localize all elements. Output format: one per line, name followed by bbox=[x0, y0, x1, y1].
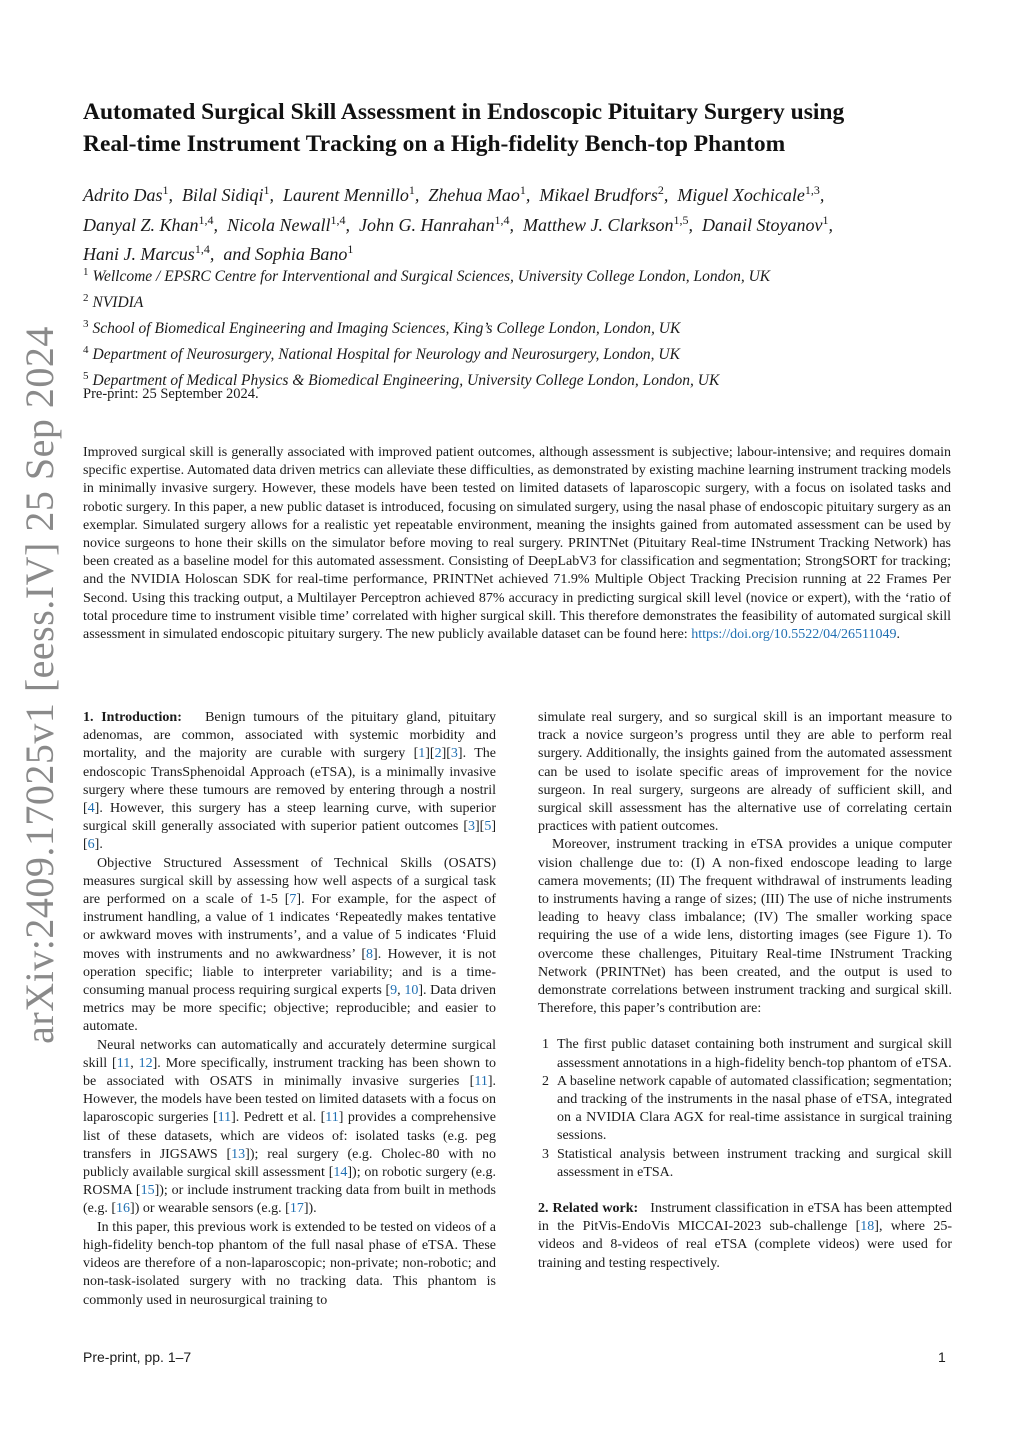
text-run: , bbox=[397, 983, 405, 999]
contribution-text: A baseline network capable of automated classification; segmentation; and tracking of the instruments in the nasal phase of eTSA, integrated on a NVIDIA Clara AGX for real-time assistance in surgical training sessions. bbox=[557, 1073, 952, 1144]
author-separator: , bbox=[213, 214, 219, 235]
affiliation-list bbox=[83, 262, 958, 392]
contribution-number: 2 bbox=[542, 1073, 549, 1089]
text-run: ][ bbox=[475, 819, 485, 835]
title-line-1: Automated Surgical Skill Assessment in Endoscopic Pituitary Surgery using bbox=[83, 99, 845, 125]
author-name: Laurent Mennillo bbox=[283, 185, 409, 205]
contribution-text: The first public dataset containing both instrument and surgical skill assessment annotations in a high-fidelity bench-top phantom of eTSA. bbox=[557, 1037, 952, 1071]
text-run: ]. For example, for the aspect of instrument handling, a value of 1 indicates ‘Repeatedly makes tentative or awkward moves with instruments’, and a value of 5 indicates ‘Fluid moves with instruments and no awkwardness’ [ bbox=[83, 892, 496, 962]
author-name: and Sophia Bano bbox=[223, 244, 348, 264]
text-run: ]. bbox=[94, 837, 103, 853]
text-run: ]. The endoscopic TransSphenoidal Approach (eTSA), is a minimally invasive surgery where these tumours are removed by entering through a nostril [ bbox=[83, 746, 496, 817]
right-paragraph-1: simulate real surgery, and so surgical skill is an important measure to track a novice surgeon’s progress until they are able to perform real surgery. Additionally, the insights gained from the automated assessment can be used to isolate specific areas of improvement for the novice surgeon. In real surgery, surgeons are already of sufficient skill, and surgical skill assessment has the alternative use of correlating certain practices with patient outcomes. bbox=[538, 710, 952, 835]
related-work-paragraph bbox=[538, 1200, 952, 1273]
citation-link[interactable]: 11 bbox=[116, 1055, 131, 1071]
author-name: Miguel Xochicale bbox=[677, 185, 805, 205]
affiliation-text: Wellcome / EPSRC Centre for Interventional and Surgical Sciences, University College London, London, UK bbox=[92, 268, 771, 286]
author-separator: , bbox=[269, 185, 275, 205]
author-name: Danyal Z. Khan bbox=[83, 214, 199, 235]
citation-link[interactable]: 1 bbox=[418, 746, 426, 762]
footer-left: Pre-print, pp. 1–7 bbox=[83, 1349, 192, 1365]
text-run: , bbox=[130, 1055, 139, 1071]
dataset-link[interactable]: https://doi.org/10.5522/04/26511049 bbox=[691, 627, 897, 643]
affiliation-item bbox=[83, 314, 958, 340]
author-name: Mikael Brudfors bbox=[539, 185, 658, 205]
text-run: ]. However, it is not operation specific; liable to interpreter variability; and is a time-consuming manual process requiring surgical experts [ bbox=[83, 946, 497, 999]
text-run: Instrument classification in eTSA has been attempted in the PitVis-EndoVis MICCAI-2023 sub-challenge [ bbox=[538, 1201, 953, 1235]
author-separator: , bbox=[209, 244, 215, 264]
author-name: Zhehua Mao bbox=[428, 185, 520, 205]
paper-title bbox=[83, 96, 953, 160]
text-run: ]); or include instrument tracking data from built in methods (e.g. [ bbox=[83, 1183, 496, 1217]
author-affiliation-mark: 1,4 bbox=[494, 212, 510, 227]
intro-heading: 1. Introduction: bbox=[83, 710, 182, 725]
citation-link[interactable]: 4 bbox=[87, 801, 95, 817]
citation-link[interactable]: 7 bbox=[289, 892, 297, 908]
citation-link[interactable]: 8 bbox=[366, 946, 374, 962]
page-number: 1 bbox=[938, 1349, 946, 1365]
author-affiliation-mark: 1 bbox=[822, 212, 829, 227]
citation-link[interactable]: 16 bbox=[116, 1201, 131, 1217]
author-affiliation-mark: 1,5 bbox=[673, 212, 689, 227]
author-name: Bilal Sidiqi bbox=[182, 185, 264, 205]
text-run: ]. Pedrett et al. [ bbox=[231, 1110, 326, 1126]
author-separator: , bbox=[345, 214, 351, 235]
author-affiliation-mark: 1 bbox=[519, 183, 526, 197]
affiliation-text: NVIDIA bbox=[92, 294, 144, 312]
affiliation-number: 3 bbox=[83, 317, 89, 330]
author-affiliation-mark: 1 bbox=[408, 183, 415, 197]
citation-link[interactable]: 6 bbox=[87, 837, 95, 853]
affiliation-text: Department of Medical Physics & Biomedical Engineering, University College London, London, UK bbox=[92, 371, 720, 389]
author-name: Matthew J. Clarkson bbox=[523, 214, 674, 235]
text-run: ]); on robotic surgery (e.g. ROSMA [ bbox=[83, 1165, 497, 1199]
citation-link[interactable]: 9 bbox=[390, 983, 398, 999]
intro-paragraph-4: In this paper, this previous work is extended to be tested on videos of a high-fidelity bench-top phantom of the full nasal phase of eTSA. These videos are therefore of a non-laparoscopic; non-private; non-robotic; and non-task-isolated surgery with no tracking data. This phantom is commonly used in neurosurgical training to bbox=[83, 1219, 496, 1308]
affiliation-text: School of Biomedical Engineering and Imaging Sciences, King’s College London, London, UK bbox=[92, 320, 681, 338]
abstract-end: . bbox=[896, 627, 901, 643]
author-name: John G. Hanrahan bbox=[359, 214, 495, 235]
text-run: Benign tumours of the pituitary gland, pituitary adenomas, are common, associated with systemic morbidity and mortality, and the majority are curable with surgery [ bbox=[83, 710, 496, 762]
contribution-list bbox=[538, 1036, 952, 1182]
preprint-date: Pre-print: 25 September 2024. bbox=[83, 386, 259, 402]
citation-link[interactable]: 11 bbox=[217, 1110, 232, 1126]
text-run: ][ bbox=[441, 746, 451, 762]
right-paragraph-2: Moreover, instrument tracking in eTSA provides a unique computer vision challenge due to: (I) A non-fixed endoscope leading to large camera movements; (II) The frequent withdrawal of instruments leading to instruments having a range of sizes; (III) The use of niche instruments leading to heavy class imbalance; (IV) The smaller working space requiring the use of a wide lens, distorting images (see Figure 1). To overcome these challenges, Pituitary Real-time INstrument Tracking Network (PRINTNet) has been created, and the output is used to demonstrate correlations between instrument tracking and surgical skill. Therefore, this paper’s contribution are: bbox=[538, 837, 952, 1017]
citation-link[interactable]: 12 bbox=[138, 1055, 153, 1071]
author-affiliation-mark: 1 bbox=[162, 183, 169, 197]
affiliation-item bbox=[83, 340, 958, 366]
affiliation-text: Department of Neurosurgery, National Hospital for Neurology and Neurosurgery, London, UK bbox=[92, 346, 680, 364]
text-run: ]). bbox=[303, 1201, 317, 1217]
author-separator: , bbox=[168, 185, 174, 205]
citation-link[interactable]: 14 bbox=[333, 1165, 348, 1181]
author-affiliation-mark: 2 bbox=[657, 183, 664, 197]
text-run: ][ bbox=[425, 746, 435, 762]
author-affiliation-mark: 1,4 bbox=[330, 212, 346, 227]
affiliation-item bbox=[83, 262, 958, 288]
affiliation-number: 1 bbox=[83, 266, 89, 278]
related-work-heading: 2. Related work: bbox=[538, 1201, 639, 1217]
text-run: ]. More specifically, instrument tracking has been shown to be associated with OSATS in minimally invasive surgeries [ bbox=[83, 1055, 496, 1090]
author-name: Danail Stoyanov bbox=[702, 214, 823, 235]
left-column bbox=[83, 709, 496, 1310]
text-run: ]. However, the models have been tested on limited datasets with a focus on laparoscopic surgeries [ bbox=[83, 1074, 496, 1126]
text-run: ][ bbox=[83, 819, 496, 853]
affiliation-number: 4 bbox=[83, 343, 89, 356]
author-affiliation-mark: 1,3 bbox=[804, 183, 820, 197]
text-run: ]. Data driven metrics may be more specific; objective; reproducible; and easier to automate. bbox=[83, 983, 497, 1035]
citation-link[interactable]: 2 bbox=[434, 746, 442, 762]
contribution-number: 3 bbox=[542, 1146, 549, 1162]
citation-link[interactable]: 3 bbox=[450, 746, 458, 762]
text-run: ]) or wearable sensors (e.g. [ bbox=[130, 1201, 290, 1217]
citation-link[interactable]: 11 bbox=[474, 1074, 488, 1090]
citation-link[interactable]: 10 bbox=[404, 983, 419, 999]
text-run: ], where 25-videos and 8-videos of real eTSA (complete videos) were used for training and testing respectively. bbox=[538, 1219, 952, 1271]
affiliation-item bbox=[83, 288, 958, 314]
text-run: ]. However, this surgery has a steep learning curve, with superior surgical skill generally associated with superior patient outcomes [ bbox=[83, 801, 496, 835]
right-column bbox=[538, 709, 952, 1273]
author-affiliation-mark: 1,4 bbox=[198, 212, 214, 227]
contribution-item bbox=[538, 1073, 952, 1146]
text-run: ] provides a comprehensive list of these datasets, which are videos of: isolated tasks (e.g. peg transfers in JIGSAWS [ bbox=[83, 1110, 497, 1162]
arxiv-stamp: arXiv:2409.17025v1 [eess.IV] 25 Sep 2024 bbox=[17, 326, 62, 1044]
text-run: Neural networks can automatically and accurately determine surgical skill [ bbox=[83, 1037, 496, 1071]
title-line-2: Real-time Instrument Tracking on a High-fidelity Bench-top Phantom bbox=[83, 131, 786, 157]
author-separator: , bbox=[525, 185, 531, 205]
author-separator: , bbox=[663, 185, 669, 205]
author-separator: , bbox=[509, 214, 515, 235]
citation-link[interactable]: 3 bbox=[468, 819, 475, 835]
citation-link[interactable]: 17 bbox=[289, 1201, 304, 1217]
intro-paragraph-1 bbox=[83, 709, 496, 855]
citation-link[interactable]: 18 bbox=[860, 1219, 875, 1235]
abstract bbox=[83, 444, 951, 644]
author-separator: , bbox=[414, 185, 420, 205]
author-name: Nicola Newall bbox=[227, 214, 331, 235]
text-run: Objective Structured Assessment of Technical Skills (OSATS) measures surgical skill by assessing how well aspects of a surgical task are performed on a scale of 1-5 [ bbox=[83, 855, 496, 908]
author-name: Adrito Das bbox=[83, 185, 163, 205]
author-separator: , bbox=[688, 214, 694, 235]
author-name: Hani J. Marcus bbox=[83, 244, 195, 264]
author-affiliation-mark: 1,4 bbox=[194, 242, 210, 256]
affiliation-number: 5 bbox=[83, 369, 89, 382]
author-affiliation-mark: 1 bbox=[347, 242, 354, 256]
citation-link[interactable]: 15 bbox=[140, 1183, 155, 1199]
contribution-item bbox=[538, 1036, 952, 1072]
contribution-number: 1 bbox=[542, 1037, 549, 1053]
author-list bbox=[83, 178, 958, 267]
affiliation-number: 2 bbox=[83, 291, 89, 304]
citation-link[interactable]: 11 bbox=[325, 1110, 339, 1126]
author-separator: , bbox=[819, 185, 825, 205]
text-run: ]); real surgery (e.g. Cholec-80 with no publicly available surgical skill assessment [ bbox=[83, 1146, 497, 1181]
author-separator: , bbox=[828, 214, 833, 235]
intro-paragraph-2 bbox=[83, 855, 496, 1037]
contribution-text: Statistical analysis between instrument tracking and surgical skill assessment in eTSA. bbox=[557, 1146, 952, 1180]
intro-paragraph-3 bbox=[83, 1037, 496, 1219]
abstract-text: Improved surgical skill is generally associated with improved patient outcomes, although assessment is subjective; labour-intensive; and requires domain specific expertise. Automated data driven metrics can alleviate these difficulties, as demonstrated by existing machine learning instrument tracking models in minimally invasive surgery. However, these models have been tested on limited datasets of laparoscopic surgery, with a focus on isolated tasks and robotic surgery. In this paper, a new public dataset is introduced, focusing on simulated surgery, using the nasal phase of endoscopic pituitary surgery as an exemplar. Simulated surgery allows for a realistic yet repeatable environment, meaning the insights gained from automated assessment can be used by novice surgeons to hone their skills on the simulator before moving to real surgery. PRINTNet (Pituitary Real-time INstrument Tracking Network) has been created as a baseline model for this automated assessment. Consisting of DeepLabV3 for classification and segmentation; StrongSORT for tracking; and the NVIDIA Holoscan SDK for real-time performance, PRINTNet achieved 71.9% Multiple Object Tracking Precision running at 22 Frames Per Second. Using this tracking output, a Multilayer Perceptron achieved 87% accuracy in predicting surgical skill level (novice or expert), with the ‘ratio of total procedure time to instrument visible time’ correlated with higher surgical skill. This therefore demonstrates the feasibility of automated surgical skill assessment in simulated endoscopic pituitary surgery. The new publicly available dataset can be found here: bbox=[83, 445, 951, 643]
contribution-item bbox=[538, 1146, 952, 1182]
citation-link[interactable]: 13 bbox=[231, 1146, 246, 1162]
author-affiliation-mark: 1 bbox=[263, 183, 270, 197]
citation-link[interactable]: 5 bbox=[484, 819, 492, 835]
